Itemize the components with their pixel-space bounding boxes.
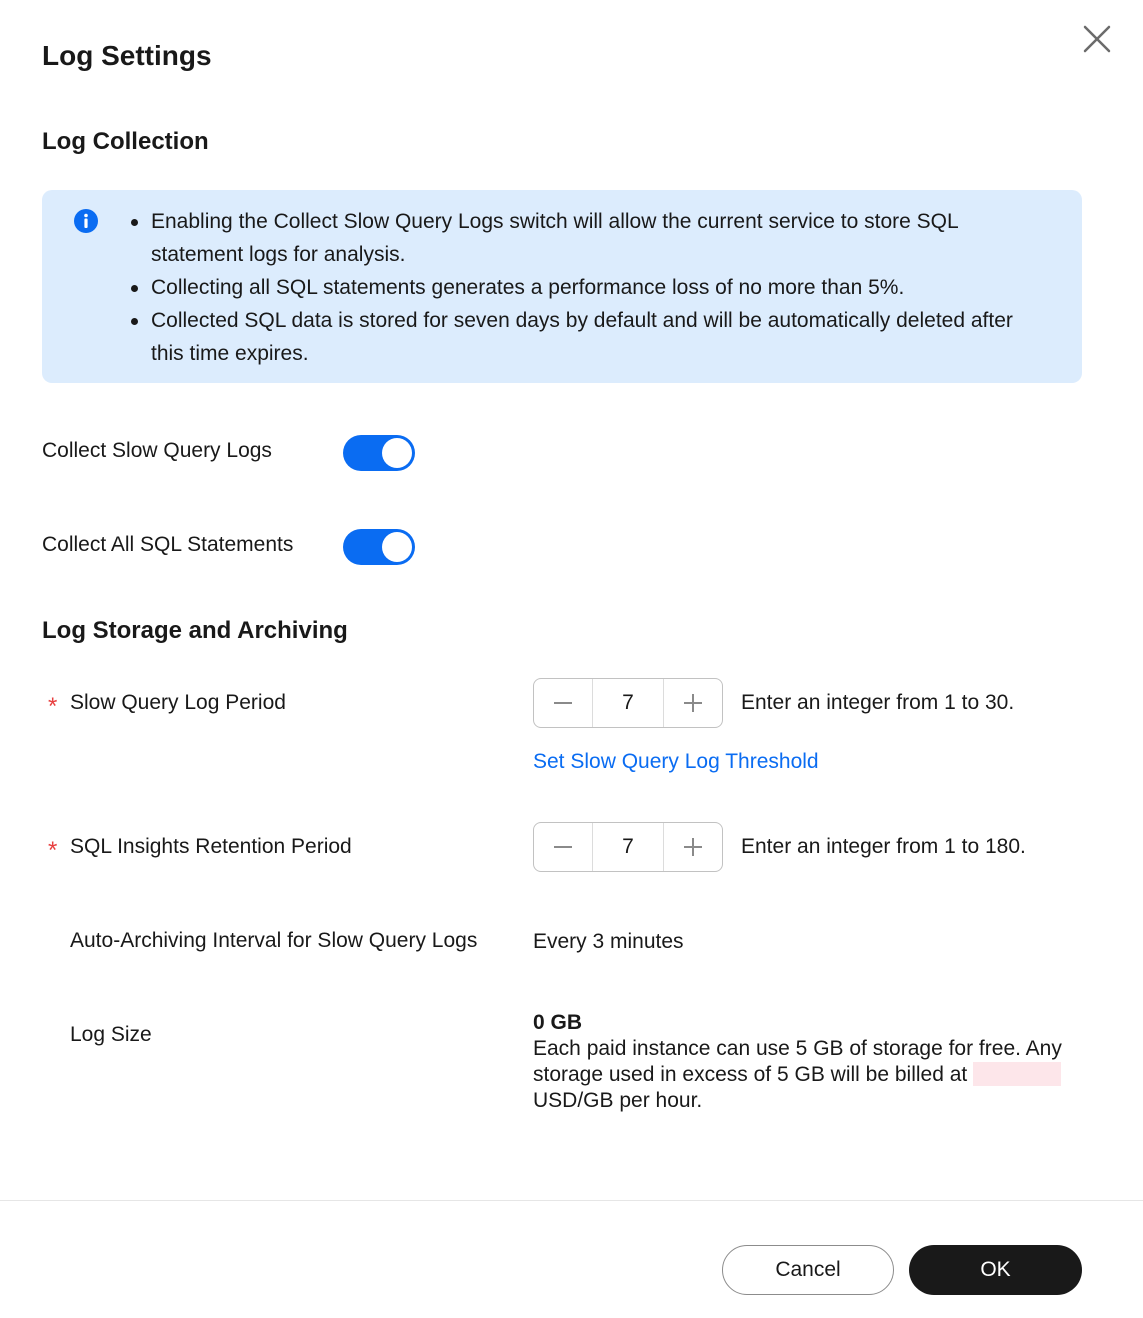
log-size-description (533, 1036, 1083, 1114)
dialog-title: Log Settings (42, 40, 212, 71)
increment-button[interactable] (664, 823, 722, 871)
log-size-value: 0 GB (533, 1011, 583, 1034)
log-storage-heading: Log Storage and Archiving (42, 617, 348, 644)
info-notice (42, 190, 1082, 383)
slow-query-log-period-stepper (533, 678, 723, 728)
footer-divider (0, 1200, 1143, 1201)
sql-insights-retention-period-stepper (533, 822, 723, 872)
log-size-description-unit: USD/GB per hour. (533, 1089, 703, 1112)
slow-query-log-period-label: Slow Query Log Period (70, 691, 286, 714)
auto-archiving-interval-value: Every 3 minutes (533, 930, 684, 953)
sql-insights-retention-period-input[interactable]: 7 (592, 823, 664, 871)
auto-archiving-interval-label: Auto-Archiving Interval for Slow Query Logs (70, 929, 478, 952)
decrement-button[interactable] (534, 679, 592, 727)
toggle-knob (382, 532, 412, 562)
log-size-label: Log Size (70, 1023, 152, 1046)
info-icon (73, 208, 99, 234)
increment-button[interactable] (664, 679, 722, 727)
collect-slow-query-logs-toggle[interactable] (343, 435, 415, 471)
notice-item: Enabling the Collect Slow Query Logs switch will allow the current service to store SQL statement logs for analysis. (151, 205, 1051, 271)
required-mark: * (48, 693, 58, 720)
notice-item: Collected SQL data is stored for seven days by default and will be automatically deleted after this time expires. (151, 304, 1051, 370)
ok-button[interactable]: OK (909, 1245, 1082, 1295)
required-mark: * (48, 837, 58, 864)
collect-all-sql-statements-label: Collect All SQL Statements (42, 533, 294, 556)
decrement-button[interactable] (534, 823, 592, 871)
sql-insights-retention-period-label: SQL Insights Retention Period (70, 835, 352, 858)
collect-slow-query-logs-label: Collect Slow Query Logs (42, 439, 272, 462)
notice-list (151, 205, 1051, 370)
toggle-knob (382, 438, 412, 468)
notice-item: Collecting all SQL statements generates a performance loss of no more than 5%. (151, 271, 1051, 304)
sql-insights-retention-period-hint: Enter an integer from 1 to 180. (741, 835, 1026, 858)
redacted-price (973, 1062, 1061, 1086)
set-slow-query-log-threshold-link[interactable]: Set Slow Query Log Threshold (533, 750, 819, 773)
log-size-block (533, 1010, 1083, 1114)
collect-all-sql-statements-toggle[interactable] (343, 529, 415, 565)
slow-query-log-period-input[interactable]: 7 (592, 679, 664, 727)
log-size-description-text: Each paid instance can use 5 GB of storage for free. Any storage used in excess of 5 GB will be billed at (533, 1037, 1062, 1086)
close-icon[interactable] (1080, 22, 1114, 56)
slow-query-log-period-hint: Enter an integer from 1 to 30. (741, 691, 1015, 714)
log-collection-heading: Log Collection (42, 128, 209, 155)
cancel-button[interactable]: Cancel (722, 1245, 894, 1295)
